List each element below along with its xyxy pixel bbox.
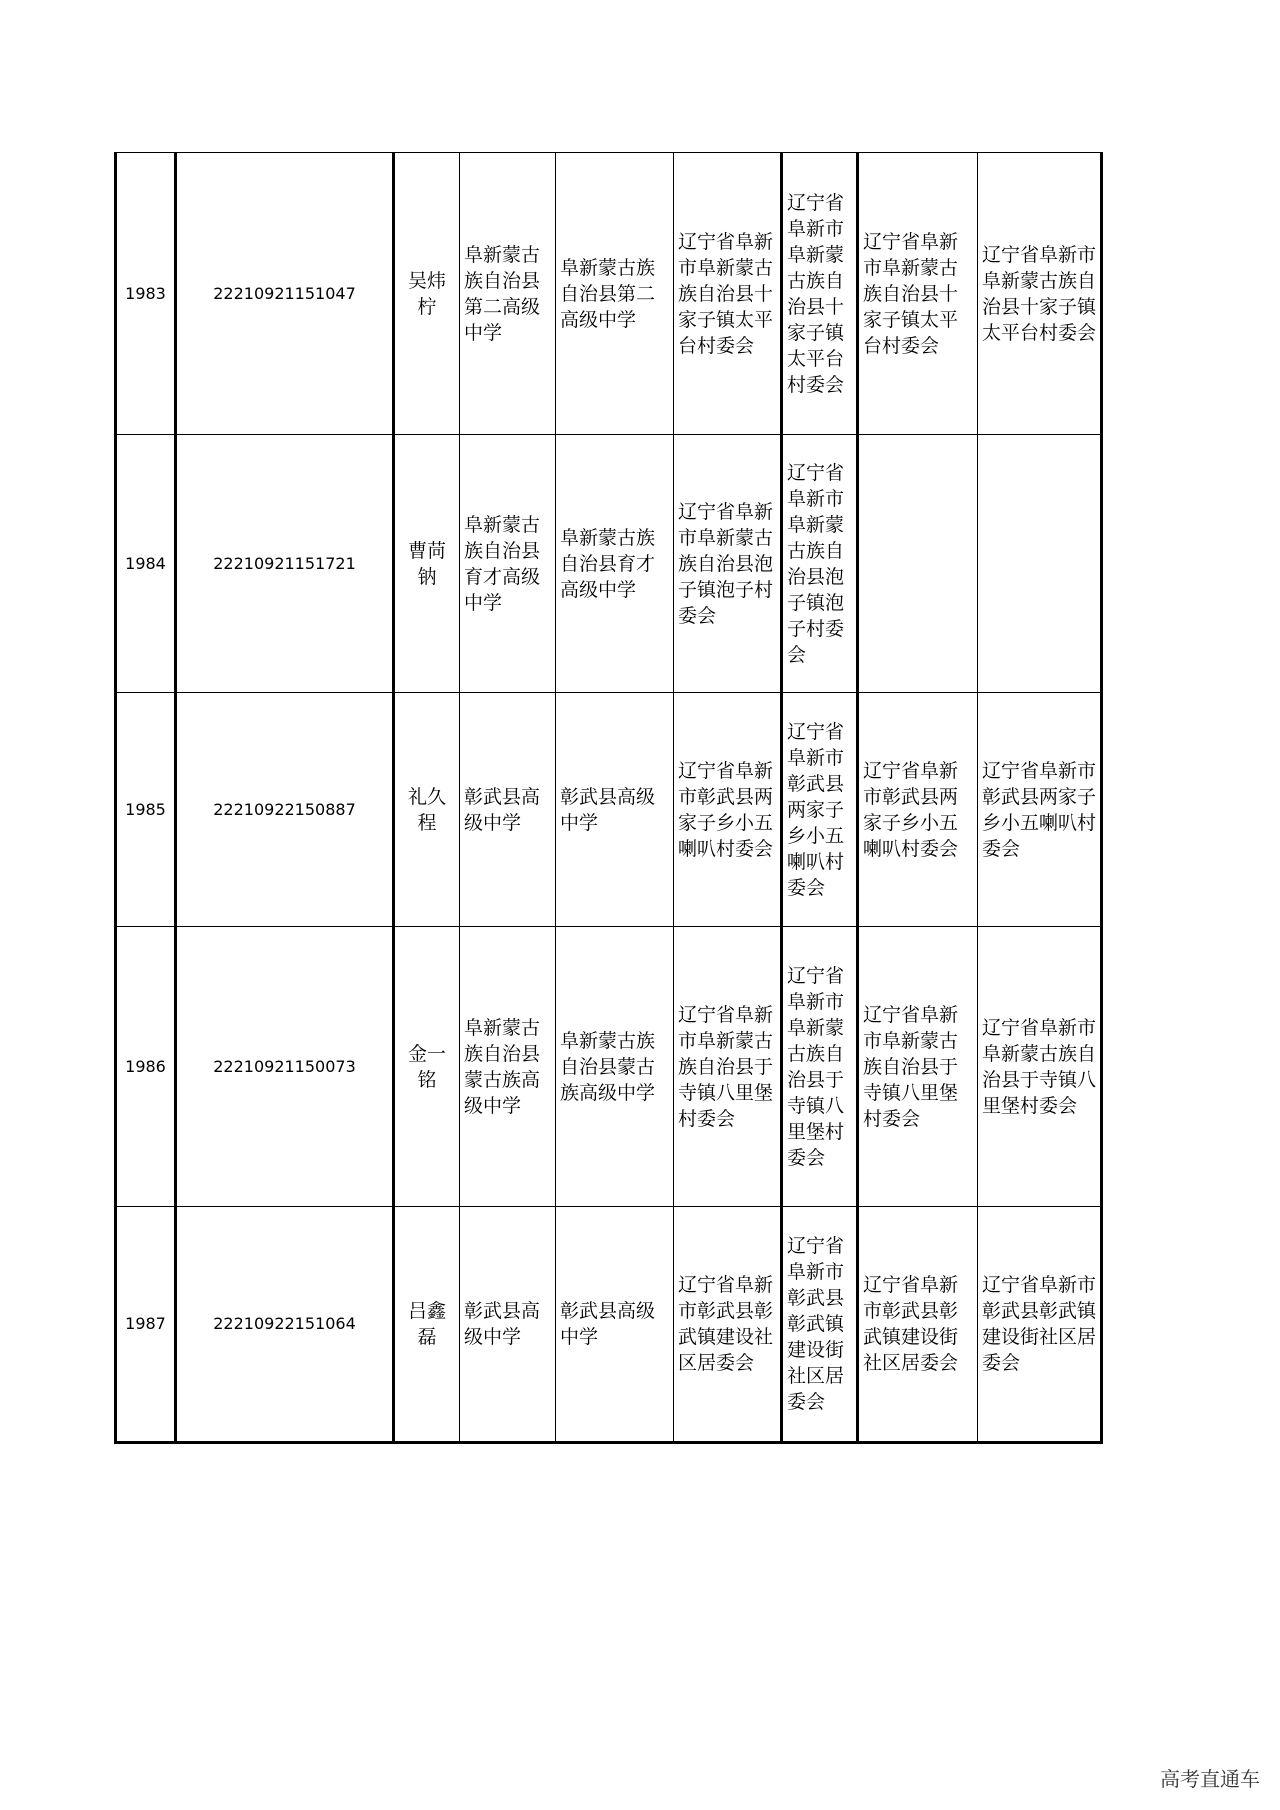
address-parent: 辽宁省阜新市阜新蒙古族自治县十家子镇太平台村委会: [858, 153, 978, 435]
school-registered: 彰武县高级中学: [556, 693, 674, 927]
school: 阜新蒙古族自治县育才高级中学: [460, 435, 556, 693]
school: 彰武县高级中学: [460, 1207, 556, 1443]
school-registered: 阜新蒙古族自治县第二高级中学: [556, 153, 674, 435]
exam-id: 22210921151721: [176, 435, 394, 693]
student-name: 礼久程: [394, 693, 460, 927]
address-parent: [858, 435, 978, 693]
address-other: 辽宁省阜新市阜新蒙古族自治县于寺镇八里堡村委会: [978, 927, 1102, 1207]
address-household: 辽宁省阜新市彰武县彰武镇建设社区居委会: [674, 1207, 782, 1443]
address-other: [978, 435, 1102, 693]
row-number: 1984: [116, 435, 176, 693]
table-row: [116, 435, 1102, 693]
address-household: 辽宁省阜新市阜新蒙古族自治县泡子镇泡子村委会: [674, 435, 782, 693]
student-name: 金一铭: [394, 927, 460, 1207]
address-registered: 辽宁省阜新市彰武县两家子乡小五喇叭村委会: [782, 693, 858, 927]
address-parent: 辽宁省阜新市彰武县彰武镇建设街社区居委会: [858, 1207, 978, 1443]
student-name: 曹苘钠: [394, 435, 460, 693]
row-number: 1983: [116, 153, 176, 435]
table-row: [116, 693, 1102, 927]
exam-id: 22210922150887: [176, 693, 394, 927]
exam-id: 22210921150073: [176, 927, 394, 1207]
address-other: 辽宁省阜新市彰武县彰武镇建设街社区居委会: [978, 1207, 1102, 1443]
row-number: 1986: [116, 927, 176, 1207]
address-household: 辽宁省阜新市阜新蒙古族自治县于寺镇八里堡村委会: [674, 927, 782, 1207]
address-registered: 辽宁省阜新市阜新蒙古族自治县于寺镇八里堡村委会: [782, 927, 858, 1207]
school: 彰武县高级中学: [460, 693, 556, 927]
address-parent: 辽宁省阜新市彰武县两家子乡小五喇叭村委会: [858, 693, 978, 927]
table-row: [116, 1207, 1102, 1443]
school: 阜新蒙古族自治县第二高级中学: [460, 153, 556, 435]
address-other: 辽宁省阜新市阜新蒙古族自治县十家子镇太平台村委会: [978, 153, 1102, 435]
exam-id: 22210922151064: [176, 1207, 394, 1443]
address-other: 辽宁省阜新市彰武县两家子乡小五喇叭村委会: [978, 693, 1102, 927]
roster-table: [114, 152, 1103, 1444]
student-name: 吴炜柠: [394, 153, 460, 435]
row-number: 1987: [116, 1207, 176, 1443]
table-row: [116, 927, 1102, 1207]
address-parent: 辽宁省阜新市阜新蒙古族自治县于寺镇八里堡村委会: [858, 927, 978, 1207]
watermark: 高考直通车: [1160, 1767, 1260, 1791]
school-registered: 阜新蒙古族自治县蒙古族高级中学: [556, 927, 674, 1207]
school-registered: 彰武县高级中学: [556, 1207, 674, 1443]
table-row: [116, 153, 1102, 435]
student-name: 吕鑫磊: [394, 1207, 460, 1443]
school: 阜新蒙古族自治县蒙古族高级中学: [460, 927, 556, 1207]
school-registered: 阜新蒙古族自治县育才高级中学: [556, 435, 674, 693]
address-household: 辽宁省阜新市彰武县两家子乡小五喇叭村委会: [674, 693, 782, 927]
exam-id: 22210921151047: [176, 153, 394, 435]
roster-table-container: [114, 152, 1103, 1444]
address-registered: 辽宁省阜新市阜新蒙古族自治县泡子镇泡子村委会: [782, 435, 858, 693]
address-household: 辽宁省阜新市阜新蒙古族自治县十家子镇太平台村委会: [674, 153, 782, 435]
row-number: 1985: [116, 693, 176, 927]
address-registered: 辽宁省阜新市彰武县彰武镇建设街社区居委会: [782, 1207, 858, 1443]
address-registered: 辽宁省阜新市阜新蒙古族自治县十家子镇太平台村委会: [782, 153, 858, 435]
